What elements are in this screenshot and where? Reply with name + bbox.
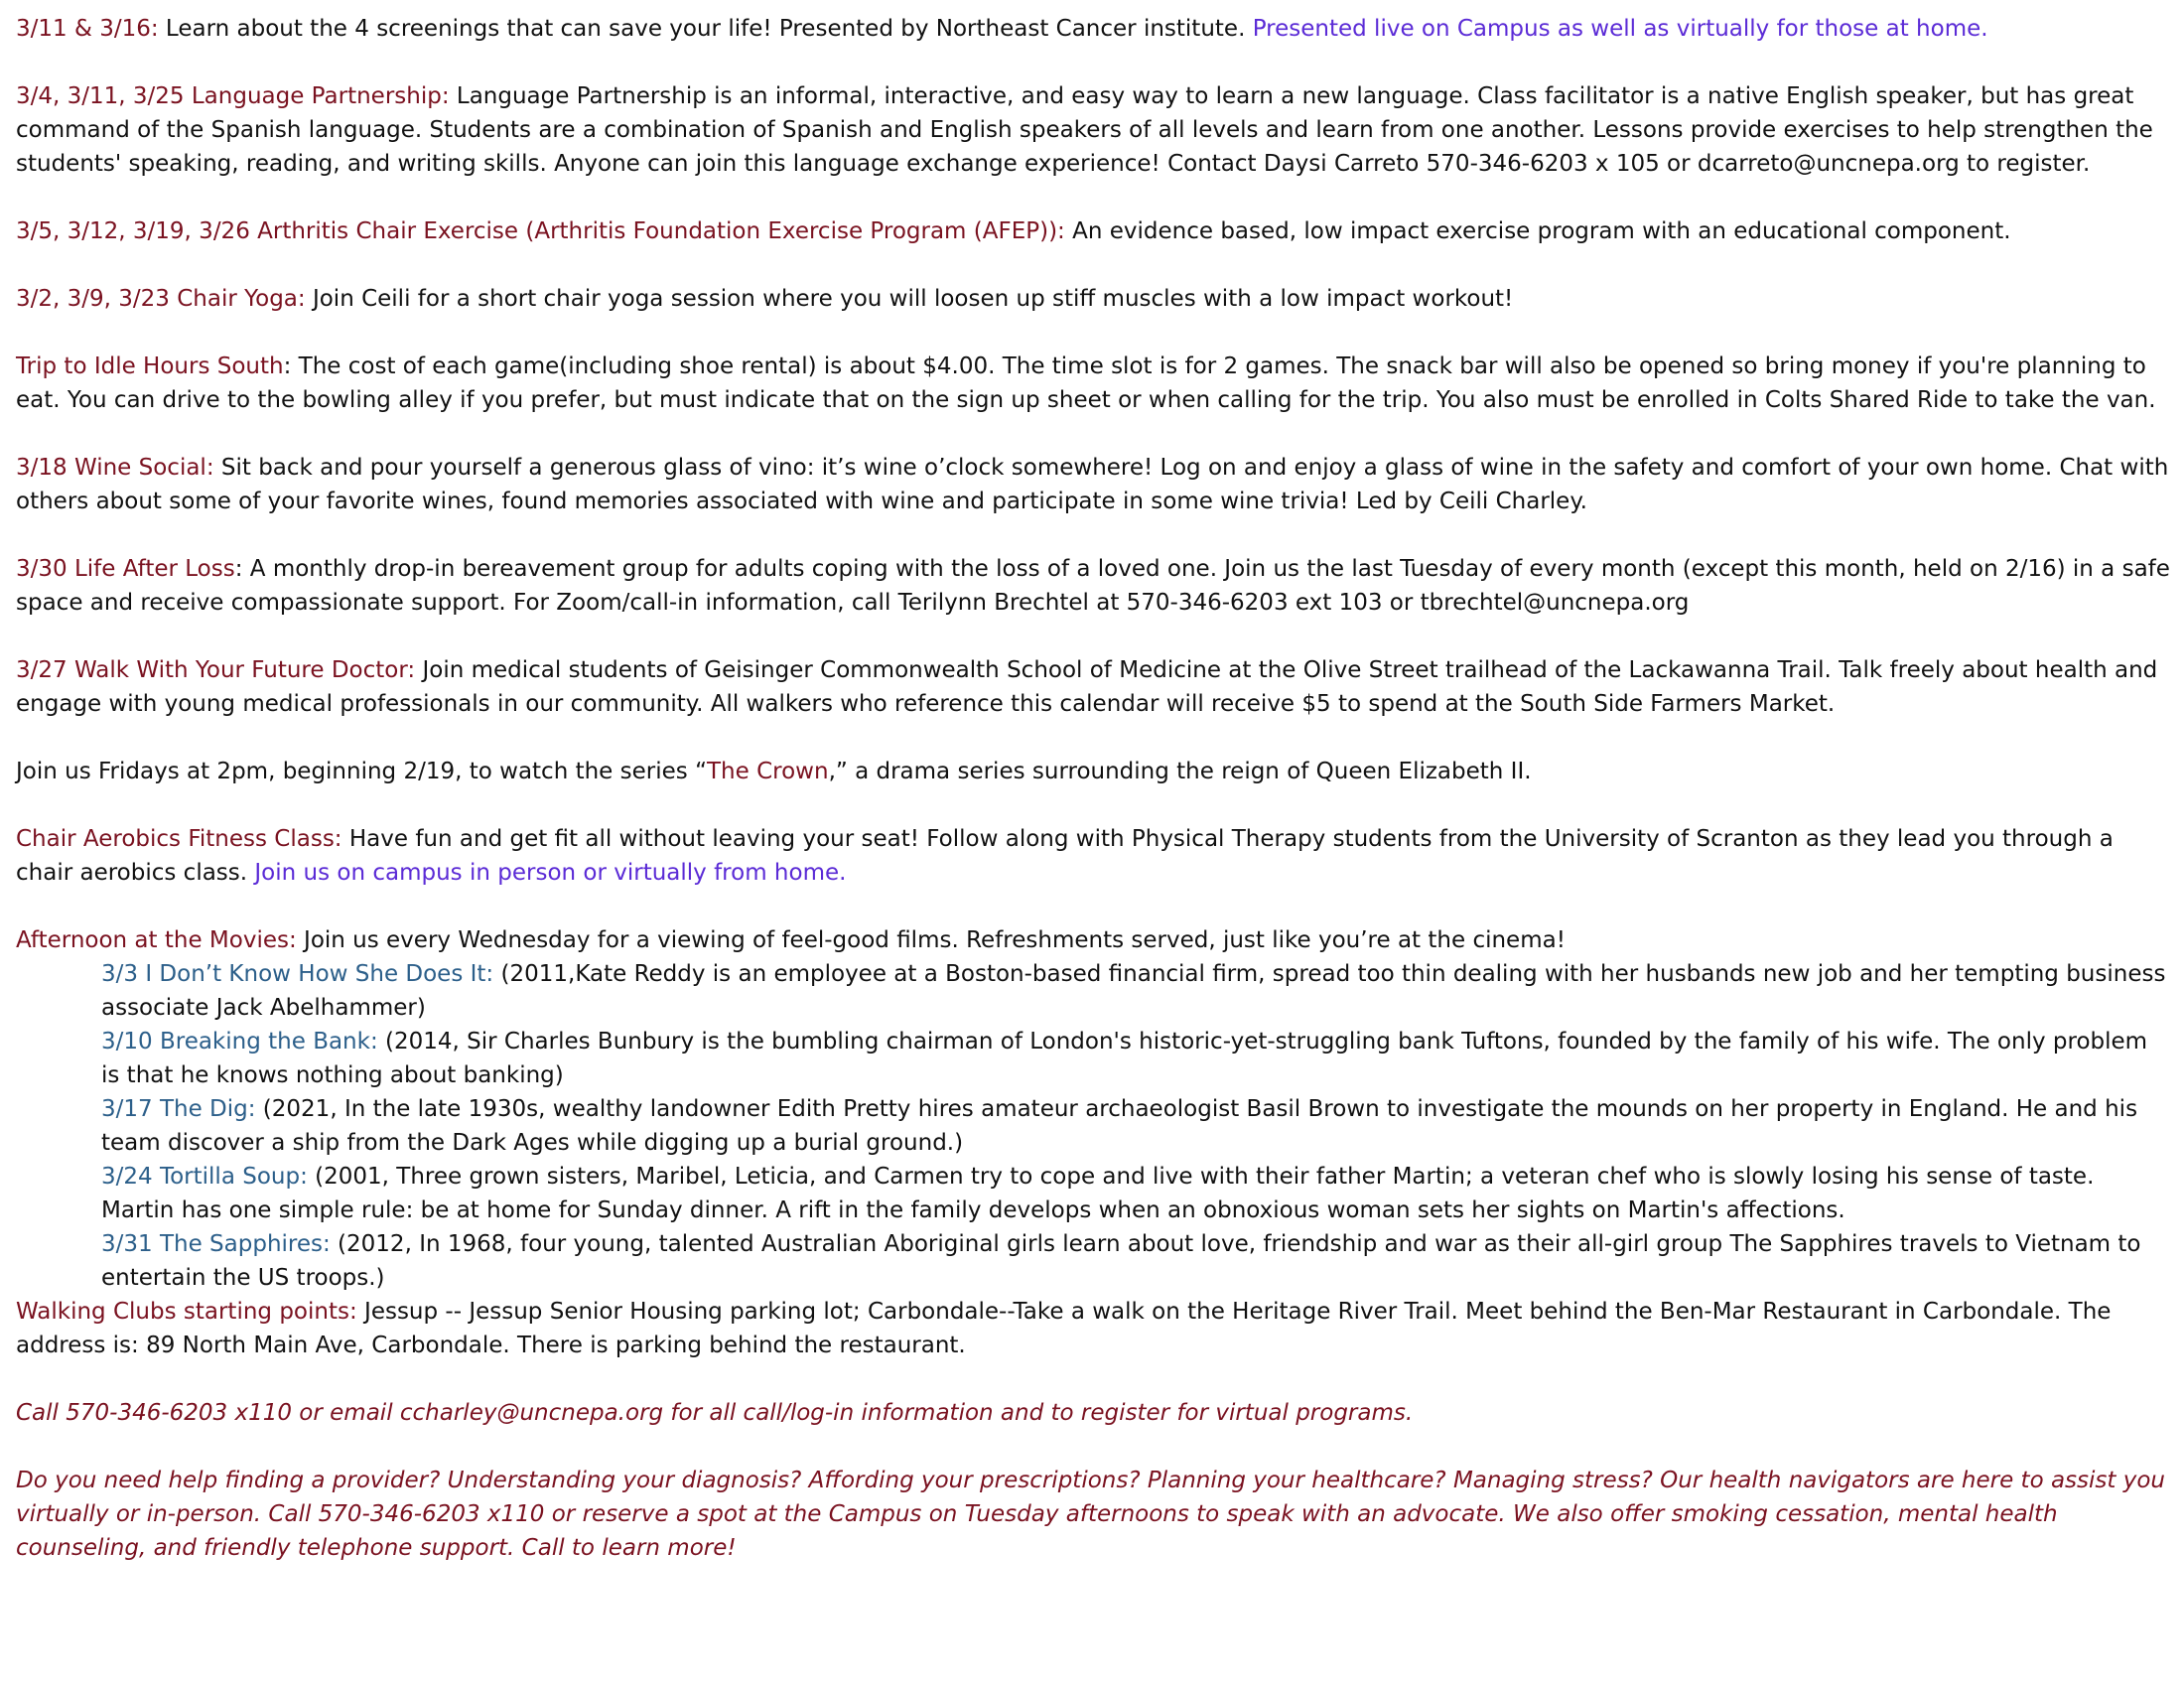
screenings-label: 3/11 & 3/16: — [16, 16, 159, 42]
arthritis-label: 3/5, 3/12, 3/19, 3/26 Arthritis Chair Exercise (Arthritis Foundation Exercise Program (AFEP)): — [16, 218, 1065, 244]
walk-paragraph — [16, 653, 2170, 721]
navigator-paragraph — [16, 1464, 2170, 1565]
arthritis-paragraph — [16, 214, 2170, 248]
screenings-live-note: Presented live on Campus as well as virtually for those at home. — [1252, 16, 1988, 42]
trip-paragraph — [16, 350, 2170, 417]
walking-clubs-label: Walking Clubs starting points: — [16, 1299, 357, 1325]
navigator-text: Do you need help finding a provider? Understanding your diagnosis? Affording your prescriptions? Planning your healthcare? Managing stress? Our health navigators are here to assist you virtually or in-person. Call 570-346-6203 x110 or reserve a spot at the Campus on Tuesday afternoons to speak with an advocate. We also offer smoking cessation, mental health counseling, and friendly telephone support. Call to learn more! — [16, 1468, 2165, 1561]
trip-label: Trip to Idle Hours South — [16, 353, 284, 379]
wine-paragraph — [16, 451, 2170, 518]
loss-paragraph — [16, 552, 2170, 620]
movie-title: 3/17 The Dig: — [101, 1096, 256, 1122]
language-label: 3/4, 3/11, 3/25 Language Partnership: — [16, 83, 450, 109]
yoga-text: Join Ceili for a short chair yoga session where you will loosen up stiff muscles with a low impact workout! — [305, 286, 1514, 312]
list-item — [101, 1025, 2170, 1092]
movies-label: Afternoon at the Movies: — [16, 927, 297, 953]
screenings-paragraph — [16, 12, 2170, 46]
wine-text: Sit back and pour yourself a generous glass of vino: it’s wine o’clock somewhere! Log on and enjoy a glass of wine in the safety and comfort of your own home. Chat with others about some of your favorite wines, found memories associated with wine and participate in some wine trivia! Led by Ceili Charley. — [16, 455, 2169, 514]
movie-title: 3/10 Breaking the Bank: — [101, 1029, 378, 1055]
aerobics-label: Chair Aerobics Fitness Class: — [16, 826, 342, 852]
list-item — [101, 1092, 2170, 1160]
loss-label: 3/30 Life After Loss — [16, 556, 235, 582]
crown-paragraph — [16, 755, 2170, 788]
list-item — [101, 1160, 2170, 1227]
movie-description: (2001, Three grown sisters, Maribel, Leticia, and Carmen try to cope and live with their father Martin; a veteran chef who is slowly losing his sense of taste. Martin has one simple rule: be at home for Sunday dinner. A rift in the family develops when an obnoxious woman sets her sights on Martin's affections. — [101, 1164, 2095, 1223]
arthritis-text: An evidence based, low impact exercise program with an educational component. — [1064, 218, 2011, 244]
movie-description: (2021, In the late 1930s, wealthy landowner Edith Pretty hires amateur archaeologist Basil Brown to investigate the mounds on her property in England. He and his team discover a ship from the Dark Ages while digging up a burial ground.) — [101, 1096, 2138, 1156]
crown-title: The Crown — [707, 759, 829, 784]
wine-label: 3/18 Wine Social: — [16, 455, 214, 481]
language-paragraph — [16, 79, 2170, 181]
crown-text-after: ,” a drama series surrounding the reign of Queen Elizabeth II. — [828, 759, 1532, 784]
aerobics-paragraph — [16, 822, 2170, 890]
movies-paragraph — [16, 923, 2170, 957]
crown-text-before: Join us Fridays at 2pm, beginning 2/19, to watch the series “ — [16, 759, 707, 784]
walk-text: Join medical students of Geisinger Commonwealth School of Medicine at the Olive Street trailhead of the Lackawanna Trail. Talk freely about health and engage with young medical professionals in our community. All walkers who reference this calendar will receive $5 to spend at the South Side Farmers Market. — [16, 657, 2158, 717]
list-item — [101, 1227, 2170, 1295]
movie-title: 3/24 Tortilla Soup: — [101, 1164, 308, 1190]
call-info-paragraph — [16, 1396, 2170, 1430]
list-item — [101, 957, 2170, 1025]
movie-list — [16, 957, 2170, 1295]
walk-label: 3/27 Walk With Your Future Doctor: — [16, 657, 416, 683]
call-info-text: Call 570-346-6203 x110 or email ccharley@uncnepa.org for all call/log-in information and to register for virtual programs. — [16, 1400, 1414, 1426]
movie-title: 3/3 I Don’t Know How She Does It: — [101, 961, 494, 987]
yoga-label: 3/2, 3/9, 3/23 Chair Yoga: — [16, 286, 306, 312]
movie-description: (2014, Sir Charles Bunbury is the bumbling chairman of London's historic-yet-struggling bank Tuftons, founded by the family of his wife. The only problem is that he knows nothing about banking) — [101, 1029, 2148, 1088]
yoga-paragraph — [16, 282, 2170, 316]
movie-description: (2012, In 1968, four young, talented Australian Aboriginal girls learn about love, friendship and war as their all-girl group The Sapphires travels to Vietnam to entertain the US troops.) — [101, 1231, 2141, 1291]
language-text: Language Partnership is an informal, interactive, and easy way to learn a new language. Class facilitator is a native English speaker, but has great command of the Spanish language. Students are a combination of Spanish and English speakers of all levels and learn from one another. Lessons provide exercises to help strengthen the students' speaking, reading, and writing skills. Anyone can join this language exchange experience! Contact Daysi Carreto 570-346-6203 x 105 or dcarreto@uncnepa.org to register. — [16, 83, 2153, 177]
aerobics-join-note: Join us on campus in person or virtually from home. — [254, 860, 847, 886]
movie-title: 3/31 The Sapphires: — [101, 1231, 331, 1257]
walking-clubs-paragraph — [16, 1295, 2170, 1362]
aerobics-text: Have fun and get fit all without leaving your seat! Follow along with Physical Therapy students from the University of Scranton as they lead you through a chair aerobics class. — [16, 826, 2114, 886]
loss-text: : A monthly drop-in bereavement group for adults coping with the loss of a loved one. Join us the last Tuesday of every month (except this month, held on 2/16) in a safe space and receive compassionate support. For Zoom/call-in information, call Terilynn Brechtel at 570-346-6203 ext 103 or tbrechtel@uncnepa.org — [16, 556, 2170, 616]
movies-text: Join us every Wednesday for a viewing of feel-good films. Refreshments served, just like you’re at the cinema! — [296, 927, 1566, 953]
movie-description: (2011,Kate Reddy is an employee at a Boston-based financial firm, spread too thin dealing with her husbands new job and her tempting business associate Jack Abelhammer) — [101, 961, 2166, 1021]
walking-clubs-text: Jessup -- Jessup Senior Housing parking lot; Carbondale--Take a walk on the Heritage River Trail. Meet behind the Ben-Mar Restaurant in Carbondale. The address is: 89 North Main Ave, Carbondale. There is parking behind the restaurant. — [16, 1299, 2112, 1358]
screenings-text: Learn about the 4 screenings that can save your life! Presented by Northeast Cancer institute. — [158, 16, 1253, 42]
trip-text: : The cost of each game(including shoe rental) is about $4.00. The time slot is for 2 games. The snack bar will also be opened so bring money if you're planning to eat. You can drive to the bowling alley if you prefer, but must indicate that on the sign up sheet or when calling for the trip. You also must be enrolled in Colts Shared Ride to take the van. — [16, 353, 2156, 413]
